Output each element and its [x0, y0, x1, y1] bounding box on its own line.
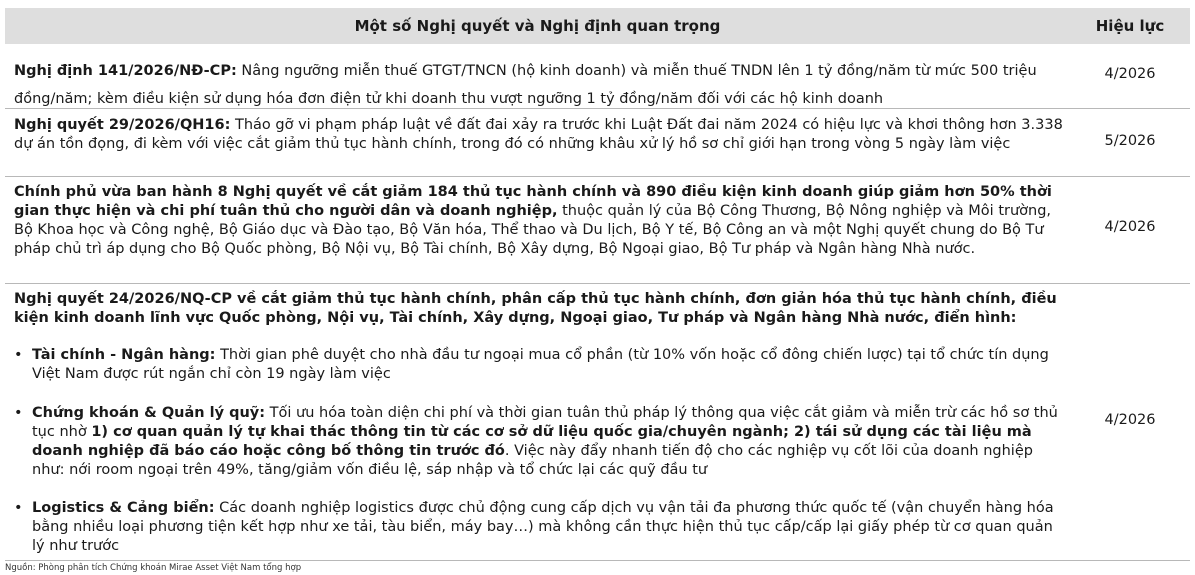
row-body: Nâng ngưỡng miễn thuế GTGT/TNCN (hộ kinh doanh) và miễn thuế TNDN lên 1 tỷ đồng/năm từ mức 500 triệu đồng/năm; kèm điều kiện sử dụng hóa đơn điện tử khi doanh thu vượt ngưỡng 1 tỷ đồng/năm đối với các hộ kinh doanh [14, 63, 1037, 107]
row-text [14, 57, 1064, 113]
row-body: Tháo gỡ vi phạm pháp luật về đất đai xảy ra trước khi Luật Đất đai năm 2024 có hiệu lực và khơi thông hơn 3.338 dự án tồn đọng, đi kèm với việc cắt giảm thủ tục hành chính, trong đó có những khâu xử lý hồ sơ chỉ giới hạn trong vòng 5 ngày làm việc [14, 117, 1063, 152]
table-row [5, 176, 1190, 283]
bullet-title: Logistics & Cảng biển: [32, 500, 215, 516]
bullet-title: Tài chính - Ngân hàng: [32, 347, 216, 363]
row-text [14, 183, 1064, 259]
bullet-text: Các doanh nghiệp logistics được chủ động cung cấp dịch vụ vận tải đa phương thức quốc tế (vận chuyển hàng hóa bằng nhiều loại phương tiện kết hợp như xe tải, tàu biển, máy bay…) mà không cần thực hiện thủ tục cấp/cấp lại giấy phép từ cơ quan quản lý như trước [32, 500, 1054, 554]
bullet-icon: • [14, 347, 23, 363]
row-effective: 5/2026 [1104, 133, 1156, 149]
row-effective: 4/2026 [1104, 219, 1156, 235]
row-lead: Chính phủ vừa ban hành 8 Nghị quyết về cắt giảm 184 thủ tục hành chính và 890 điều kiện kinh doanh giúp giảm hơn 50% thời gian thực hiện và chi phí tuân thủ cho người dân và doanh nghiệp, [14, 184, 1052, 219]
row-lead: Nghị định 141/2026/NĐ-CP: [14, 63, 237, 79]
source-note: Nguồn: Phòng phân tích Chứng khoán Mirae Asset Việt Nam tổng hợp [5, 560, 1190, 573]
bullet-icon: • [14, 405, 23, 421]
bullet-text: Tối ưu hóa toàn diện chi phí và thời gian tuân thủ pháp lý thông qua việc cắt giảm và miễn trừ các hồ sơ thủ tục nhờ [32, 405, 1058, 440]
row-lead: Nghị quyết 29/2026/QH16: [14, 117, 231, 133]
row-text [14, 290, 1064, 328]
table-header [5, 8, 1190, 44]
bullet-text: . Việc này đẩy nhanh tiến độ cho các nghiệp vụ cốt lõi của doanh nghiệp như: nới room ngoại trên 49%, tăng/giảm vốn điều lệ, sáp nhập và tổ chức lại các quỹ đầu tư [32, 443, 1033, 478]
bullet-icon: • [14, 500, 23, 516]
cut-off-title-strip [0, 0, 1195, 7]
bullet-text: Thời gian phê duyệt cho nhà đầu tư ngoại mua cổ phần (từ 10% vốn hoặc cổ đông chiến lược) tại tổ chức tín dụng Việt Nam được rút ngắn chỉ còn 19 ngày làm việc [32, 347, 1049, 382]
row-text [14, 116, 1064, 154]
header-title: Một số Nghị quyết và Nghị định quan trọng [354, 17, 721, 35]
header-effective: Hiệu lực [1095, 17, 1165, 35]
row-body: thuộc quản lý của Bộ Công Thương, Bộ Nông nghiệp và Môi trường, Bộ Khoa học và Công nghệ, Bộ Giáo dục và Đào tạo, Bộ Văn hóa, Thể thao và Du lịch, Bộ Y tế, Bộ Công an và một Nghị quyết chung do Bộ Tư pháp chủ trì áp dụng cho Bộ Quốc phòng, Bộ Nội vụ, Bộ Tài chính, Bộ Xây dựng, Bộ Ngoại giao, Bộ Tư pháp và Ngân hàng Nhà nước. [14, 203, 1052, 257]
row-effective: 4/2026 [1104, 412, 1156, 428]
table-row [5, 51, 1190, 106]
bullet-title: Chứng khoán & Quản lý quỹ: [32, 405, 266, 421]
bullet-bold: 1) cơ quan quản lý tự khai thác thông tin từ các cơ sở dữ liệu quốc gia/chuyên ngành; 2) tái sử dụng các tài liệu mà doanh nghiệp đã báo cáo hoặc công bố thông tin trước đó [32, 424, 1032, 459]
row-effective: 4/2026 [1104, 66, 1156, 82]
row-lead: Nghị quyết 24/2026/NQ-CP về cắt giảm thủ tục hành chính, phân cấp thủ tục hành chính, đơn giản hóa thủ tục hành chính, điều kiện kinh doanh lĩnh vực Quốc phòng, Nội vụ, Tài chính, Xây dựng, Ngoại giao, Tư pháp và Ngân hàng Nhà nước, điển hình: [14, 291, 1057, 326]
table-row [5, 108, 1190, 176]
table-row [5, 283, 1190, 559]
